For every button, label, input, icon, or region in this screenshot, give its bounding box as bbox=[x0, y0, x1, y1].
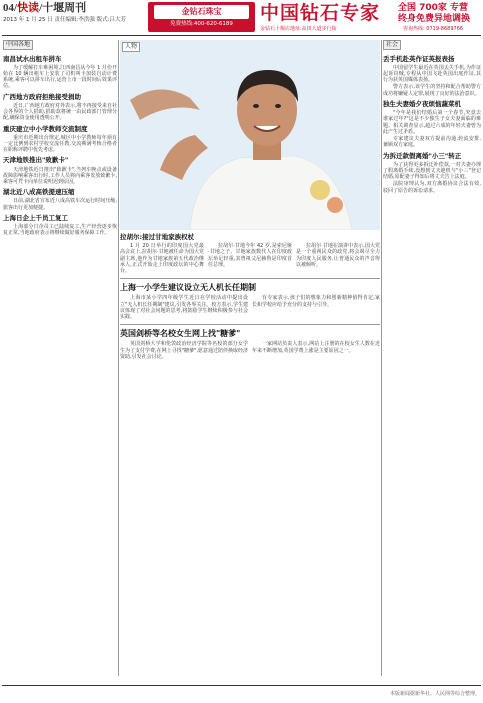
photo-caption: 拉胡尔:接过甘地家族权杖 bbox=[120, 233, 195, 241]
paragraph: 拉胡尔·甘地今年 42 岁,是索尼娅·甘地之子。甘地家族数代人在印度政坛举足轻重,其曾祖父尼赫鲁是印度首任总理。 bbox=[208, 243, 292, 268]
paragraph: 重庆市近期出台规定,城区中小学教师每年须有一定比例到农村学校交流任教,交流期满考核合格者在职称评聘中优先考虑。 bbox=[3, 134, 117, 154]
headline: 为拆迁款假离婚"小三"转正 bbox=[383, 151, 462, 160]
paragraph: 拉胡尔·甘地在演讲中表示,国大党是一个重视民众的政党,将会竭尽全力为印度人民服务,让普通民众的声音得以被倾听。 bbox=[296, 243, 380, 268]
ad-title: 中国钻石专家 bbox=[260, 2, 381, 24]
ad-phone: 免费热线:400-620-6189 bbox=[170, 21, 233, 27]
paragraph: 上海市某小学四年级学生近日在学校活动中提出设立"无人机长任期制"建议,引发各界关注。校方表示,学生建议体现了对社会问题的思考,将鼓励学生继续积极参与社会实践。 bbox=[120, 295, 248, 321]
headline: 重庆建立中小学教师交流制度 bbox=[3, 124, 88, 133]
paragraph: 专家建议夫妻双方提前沟通,轮流安排,兼顾双方家庭。 bbox=[383, 136, 481, 149]
ad-address: 金钻石十堰店地址:高田大道步行街 bbox=[260, 26, 337, 32]
paragraph: 日前,湖北省宣布近八成高铁车次运行时间压缩,旅客出行更加便捷。 bbox=[3, 198, 117, 211]
paragraph: 一家网站负责人表示,网站上注册的在校女生人数在近年来不断增加,英国学费上涨是主要原因之一。 bbox=[252, 341, 380, 354]
right-column bbox=[383, 40, 481, 676]
footer-rule bbox=[2, 685, 481, 686]
middle-column bbox=[120, 40, 380, 676]
headline: 独生夫妻婚夕夜烦恼蔬菜机 bbox=[383, 99, 461, 108]
left-column bbox=[3, 40, 117, 670]
headline: 天津地铁推出"致歉卡" bbox=[3, 156, 69, 165]
column-divider bbox=[118, 40, 119, 676]
column-divider bbox=[381, 40, 382, 676]
page-number bbox=[3, 2, 86, 16]
headline: 英国剑桥等名校女生网上找"糖爹" bbox=[120, 329, 241, 339]
paragraph: 近日,广西地方政府对外表示,将不再接受来自社会各界的个人捐助,捐助款将统一由民政部门管理分配,确保资金使用透明公开。 bbox=[3, 102, 117, 122]
photo-illustration bbox=[120, 40, 380, 230]
paragraph: 上海部分日企员工已陆续复工,生产经营逐步恢复正常,当地政府表示将继续做好服务保障工作。 bbox=[3, 224, 117, 237]
paragraph: 法院审理认为,双方离婚协议合法有效,驳回了原告的诉讼请求。 bbox=[383, 181, 481, 194]
headline: 广西地方政府拒绝接受捐助 bbox=[3, 92, 81, 101]
ad-slogan-1: 全国 700家 专营 bbox=[398, 3, 469, 13]
divider bbox=[120, 324, 380, 325]
footer-source-note: 本版新闻据新华社、人民网等综合整理。 bbox=[389, 691, 480, 697]
paragraph: 英国剑桥大学和伦敦政治经济学院等名校的部分女学生为了支付学费,在网上寻找"糖爹",愿意通过陪伴换取经济资助,引发社会讨论。 bbox=[120, 341, 248, 360]
article-columns bbox=[120, 295, 380, 321]
paragraph: "今年是我们结婚后第一个春节,究竟去谁家过年?"这是不少独生子女夫妻面临的难题。相关调查显示,超过六成的年轻夫妻曾为此产生过矛盾。 bbox=[383, 110, 481, 135]
divider bbox=[120, 278, 380, 279]
jewelry-ad-banner bbox=[258, 2, 480, 34]
article-columns bbox=[120, 341, 380, 361]
headline: 南昌试水出租车拼车 bbox=[3, 54, 62, 63]
page-label: 04/ bbox=[3, 2, 18, 14]
section-tag-people: 人物 bbox=[122, 42, 140, 52]
paragraph: 为了缓解打车难困境,江西南昌从今年 1 月份开始在 10 辆出租车上安装了司机叫卡加装自动计费系统,乘客可以拼车出行,运营上市一段时间后效果评估。 bbox=[3, 64, 117, 90]
section-subtitle: /十堰周刊 bbox=[39, 2, 87, 14]
date-editor-line: 2013 年 1 月 25 日 责任编辑:李洪强 版式:吕大芳 bbox=[3, 17, 126, 23]
ad-hotline: 咨询热线: 0719-8689766 bbox=[403, 26, 464, 32]
paragraph: 天津地铁近日推出"致歉卡",当列车晚点或设备故障影响乘客出行时,工作人员将向乘客发放致歉卡,乘客可凭卡向单位说明迟到原因。 bbox=[3, 166, 117, 185]
headline: 湖北近八成高铁提速压缩 bbox=[3, 188, 75, 197]
headline: 丢手机赴英作证英报表扬 bbox=[383, 54, 455, 63]
section-tag-china: 中国各地 bbox=[3, 40, 33, 50]
paragraph: 有专家表示,孩子们的想象力和创新精神值得肯定,家长和学校应给予充分的支持与引导。 bbox=[252, 295, 380, 308]
news-photo bbox=[120, 40, 380, 230]
section-tag-society: 社会 bbox=[383, 40, 401, 50]
paragraph: 为了获得更多拆迁补偿款,一对夫妻办理了假离婚手续,没想到丈夫趁机与"小三"登记结婚,原配妻子得知后将丈夫告上法庭。 bbox=[383, 161, 481, 181]
section-title: 快读 bbox=[17, 2, 40, 14]
ad-logo: 金钻石珠宝 bbox=[154, 5, 249, 19]
headline: 上海日企上千员工复工 bbox=[3, 213, 68, 222]
headline: 上海一小学生建议设立无人机长任期制 bbox=[120, 283, 256, 293]
paragraph: 警方表示,该学生的坚持和配合帮助警方成功将嫌疑人定罪,展现了良好的法治意识。 bbox=[383, 84, 481, 97]
article-columns bbox=[120, 243, 380, 275]
masthead bbox=[0, 0, 483, 38]
ad-slogan-2: 终身免费异地调换 bbox=[398, 14, 471, 24]
footer bbox=[0, 688, 483, 703]
paragraph: 1 月 20 日举行的印度国大党最高会议上,拉胡尔·甘地被任命为国大党副主席,他作为甘地家族第五代政治继承人,正式开始走上印度政坛的中心舞台。 bbox=[120, 243, 204, 275]
header-rule bbox=[2, 35, 481, 36]
jewelry-ad-small bbox=[148, 2, 255, 32]
paragraph: 中国留学生最近在英国丢失手机,为作证起诉窃贼,专程从中国飞赴英国出庭作证,其行为获英国媒体表扬。 bbox=[383, 64, 481, 84]
